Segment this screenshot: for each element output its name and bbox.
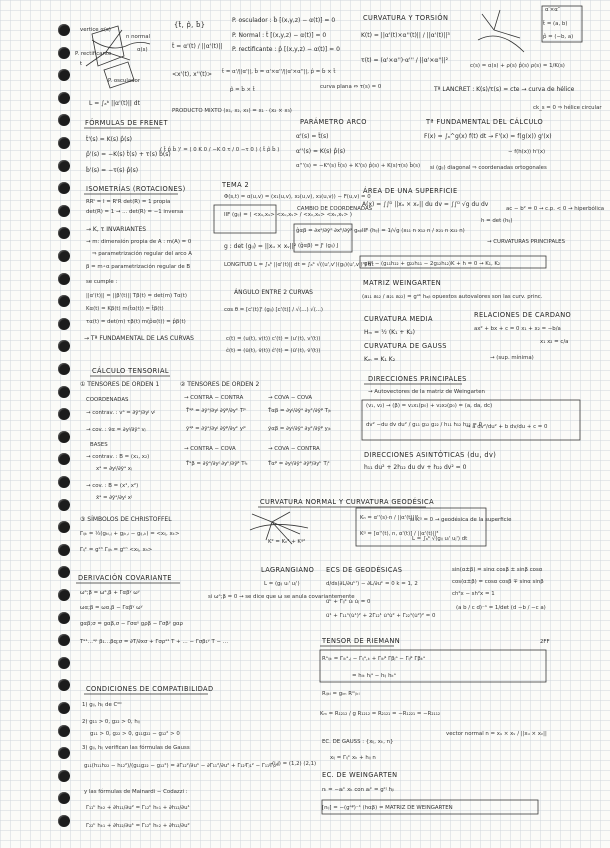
note-f-rect: P. rectificante xyxy=(75,51,112,57)
binder-hole xyxy=(58,386,70,398)
note-cc-3: 2) g₁₁ > 0, g₂₂ > 0, hᵢⱼ xyxy=(82,719,140,725)
binder-hole xyxy=(58,476,70,488)
note-to2-7: ỹαβ = ∂yʲ/∂ȳᵃ ∂yᵏ/∂ȳᵝ yⱼₖ xyxy=(268,426,332,432)
binder-hole xyxy=(58,250,70,262)
note-dp-5: → a dv²/du² + b dv/du + c = 0 xyxy=(466,424,548,430)
note-is-6: ⇒ parametrización regular del arco A xyxy=(92,251,192,257)
note-ar-5: ac − b² = 0 → c.p. < 0 → hiperbólica xyxy=(506,206,605,212)
note-is-4: → K, τ INVARIANTES xyxy=(86,226,147,233)
binder-hole xyxy=(58,725,70,737)
note-tf-1: Tª FUNDAMENTAL DEL CÁLCULO xyxy=(426,118,544,126)
note-tr-8: EC. DE GAUSS : {xᵢⱼ, xₖ, n} xyxy=(322,739,394,745)
note-eg-1: ECS DE GEODÉSICAS xyxy=(326,566,403,574)
note-is-8: se cumple : xyxy=(86,279,118,285)
note-eg-2: d/ds(∂L/∂uᵏ') − ∂L/∂uᵏ = 0 k = 1, 2 xyxy=(326,581,418,587)
note-fr-1: FÓRMULAS DE FRENET xyxy=(85,119,168,127)
note-tm2-5: LONGITUD L = ∫ₐᵇ ||α'(t)|| dt = ∫ₐᵇ √((u',v')(gᵢⱼ)(u',v')ᵗ) dt xyxy=(224,262,374,268)
note-ar-6: → CURVATURAS PRINCIPALES xyxy=(487,239,565,245)
note-tr-7: vector normal n = xᵤ × xᵥ / ||xᵤ × xᵥ|| xyxy=(446,731,547,737)
note-tf-2: F(x) = ∫ₐ^g(x) f(t) dt → F'(x) = f(g(x)) g'(x) xyxy=(424,133,552,140)
note-is-3: det(R) = 1 → ... det(R) = −1 inversa xyxy=(86,209,184,215)
note-cg-4: Kᵍ = [α''(t), n, α'(t)] / ||α'(t)||³ xyxy=(360,531,439,537)
note-tm2-2: Φ(s,t) = α(u,v) = (x₁(u,v), x₂(u,v), x₃(u,v)) − F(u,v) = 0 xyxy=(224,194,371,200)
note-dc-1: DERIVACIÓN COVARIANTE xyxy=(78,574,172,582)
note-lg-1: LAGRANGIANO xyxy=(261,566,315,574)
binder-hole xyxy=(58,137,70,149)
note-ct2-2: ① TENSORES DE ORDEN 1 xyxy=(80,381,160,388)
note-tg-3: ch²x − sh²x = 1 xyxy=(452,591,495,597)
note-cc-4: g₁₁ > 0, g₂₂ > 0, g₁₁g₂₂ − g₁₂² > 0 xyxy=(90,731,180,737)
binder-hole xyxy=(58,273,70,285)
note-cg-2: Kₙ = α''(s)·n / ||α'(t)||² xyxy=(360,515,419,521)
frame-sketch-top-right xyxy=(478,6,582,52)
note-eg-4: ü¹ + Γ₁₁¹(u̇¹)² + 2Γ₁₂¹ u̇¹u̇² + Γ₂₂¹(u̇²)² = 0 xyxy=(326,613,436,619)
note-tnb-b: t̂ = α'(t) / ||α'(t)|| xyxy=(172,43,223,50)
note-cm-6: ax² + bx + c = 0 x₁ + x₂ = −b/a xyxy=(474,326,561,332)
note-dp-4: dv² −du dv du² / g₁₁ g₁₂ g₂₂ / h₁₁ h₁₂ h₂₂ = 0 xyxy=(366,422,483,428)
note-pl-2: P. Normal : t̂ [(x,y,z) − α(t)] = 0 xyxy=(232,32,327,39)
note-pa-1: PARÁMETRO ARCO xyxy=(300,118,367,126)
note-cc-5: 3) gᵢⱼ, hᵢⱼ verifican las fórmulas de Gauss xyxy=(82,745,190,751)
note-to2-1: ② TENSORES DE ORDEN 2 xyxy=(180,381,260,388)
note-ar-3: IIF (hᵢⱼ) = 1/√g (x₁₁ n x₁₂ n / x₂₁ n x₂₂ n) xyxy=(362,228,465,234)
note-dp-3: (v₁, v₂) → (β) = v₁x₁(p₀) + v₂x₂(p₀) = (a, da, dc) xyxy=(366,403,493,409)
note-cc-8: y las fórmulas de Mainardi − Codazzi : xyxy=(84,789,188,795)
note-pl-3: P. rectificante : p̂ [(x,y,z) − α(t)] = 0 xyxy=(232,46,340,53)
note-is-7: β = m∘α parametrización regular de B xyxy=(86,264,191,270)
note-lg-2: L = (gᵢⱼ uᵢ' uⱼ') xyxy=(264,581,300,587)
note-is-1: ISOMETRÍAS (ROTACIONES) xyxy=(86,185,186,193)
binder-hole xyxy=(58,657,70,669)
binder-hole xyxy=(58,589,70,601)
note-tm2-7: ĝαβ = ∂xᵃ/∂ȳᵅ ∂xᵇ/∂ȳᵝ gₐᵦ xyxy=(296,228,362,234)
note-tf-3: − f(h(x)) h'(x) xyxy=(508,149,546,155)
note-pa-4: α'''(s) = −K²(s) t̂(s) + K'(s) p̂(s) + K(s)τ(s) b̂(s) xyxy=(296,163,421,169)
note-tnb-d: t̂ = α'/||α'||, b̂ = α'×α''/||α'×α''||, p̂ = b̂ × t̂ xyxy=(222,69,336,75)
note-cg-6: K² = Kₙ² + Kᵍ² xyxy=(268,539,306,545)
note-cg-5: L = ∫ₐᵇ √(gᵢⱼ uᵢ' uⱼ') dt xyxy=(412,536,468,542)
note-cm-3: CURVATURA DE GAUSS xyxy=(364,342,447,350)
note-dc-6: si ωᵃ;β = 0 → se dice que ω se anula covariantemente xyxy=(208,594,355,600)
binder-hole xyxy=(58,612,70,624)
note-cg-1: CURVATURA NORMAL Y CURVATURA GEODÉSICA xyxy=(260,498,434,506)
binder-hole xyxy=(58,47,70,59)
binder-hole xyxy=(58,205,70,217)
note-tr-3: = hᵢₖ hⱼᵃ − hᵢⱼ hₖᵃ xyxy=(352,673,396,679)
note-dp-7: h₁₁ du² + 2h₁₂ du dv + h₂₂ dv² = 0 xyxy=(364,464,467,471)
note-fr-2: t̂'(s) = K(s) p̂(s) xyxy=(86,136,132,143)
note-tf-4: si (gᵢⱼ) diagonal ⇒ coordenadas ortogonales xyxy=(430,165,547,171)
note-cc-1: CONDICIONES DE COMPATIBILIDAD xyxy=(86,685,214,693)
note-tm-1: PRODUCTO MIXTO (x₁, x₂, x₃) = x₁ · (x₂ × x₃) xyxy=(172,108,292,114)
note-pa-3: α''(s) = K(s) p̂(s) xyxy=(296,148,346,155)
note-cm-7: x₁ x₂ = c/a xyxy=(540,339,569,345)
note-tr-2: Rᵃᵢⱼₖ = Γᵢₖᵃ,ⱼ − Γᵢⱼᵃ,ₖ + Γᵢₖᵝ Γβⱼᵃ − Γᵢⱼᵝ Γβₖᵃ xyxy=(322,656,426,662)
note-ct-5: curva plana ⇔ τ(s) = 0 xyxy=(320,84,382,90)
note-is-10: Kα(t) = Kβ(t) m(t̂α(t)) = t̂β(t) xyxy=(86,306,164,312)
note-ct2-5: → cov. : v̄α = ∂yʲ/∂ȳᵃ vⱼ xyxy=(86,427,146,433)
note-dp-2: → Autovectores de la matriz de Weingarten xyxy=(368,389,485,395)
note-ar-4: h = det (hᵢⱼ) xyxy=(481,218,513,224)
note-an-4: ĉ(t) = (ũ(t), ṽ(t)) ĉ'(t) = (ũ'(t), ṽ'(t)) xyxy=(226,348,321,354)
note-cc-7: (i,j) = (1,2) (2,1) xyxy=(272,761,317,767)
note-to2-11: T̄αᵝ = ∂yʲ/∂ȳᵃ ∂ȳᵝ/∂yᵏ Tⱼᵏ xyxy=(268,461,330,467)
note-is-12: → Tª FUNDAMENTAL DE LAS CURVAS xyxy=(84,335,194,342)
note-ar-2: A(x) = ∫∫ᴰ ||xᵤ × xᵥ|| du dv = ∫∫ᴰ √g du dv xyxy=(362,201,489,208)
note-to2-5: T̄αβ = ∂yʲ/∂ȳᵃ ∂yᵏ/∂ȳᵝ Tⱼₖ xyxy=(268,408,332,414)
note-tm2-8: (ĝαβ) = Jᵗ (gᵢⱼ) J xyxy=(298,243,339,249)
note-cm-4: Kₘ = K₁ K₂ xyxy=(364,356,396,363)
binder-hole xyxy=(58,24,70,36)
note-to2-2: → CONTRA − CONTRA xyxy=(184,395,244,401)
note-f-normal: n normal xyxy=(126,34,151,40)
note-tg-4: (a b / c d)⁻¹ = 1/det (d −b / −c a) xyxy=(456,605,546,611)
note-mw-1: MATRIZ WEINGARTEN xyxy=(363,279,442,287)
note-ct-1: CURVATURA Y TORSIÓN xyxy=(363,14,449,22)
note-ct2-8: xᵃ = ∂yʲ/∂ȳᵃ xⱼ xyxy=(96,466,132,472)
note-cm-5: RELACIONES DE CARDANO xyxy=(474,311,572,319)
note-cm-8: → (sup. mínima) xyxy=(490,355,534,361)
note-tnb-e: p̂ = b̂ × t̂ xyxy=(230,87,255,93)
note-to2-4: → COVA − COVA xyxy=(268,395,313,401)
note-tr-12: [nᵢⱼ] = −(gᵃᵝ)⁻¹ (hαβ) = MATRIZ DE WEINGARTEN xyxy=(322,805,453,811)
note-tr-5: Rᵢⱼₖₗ = gᵢₘ Rᵐⱼₖₗ xyxy=(322,691,360,697)
note-dc-3: ωα;β = ωα,β − Γαβᵞ ωᵞ xyxy=(80,605,143,611)
note-tm2-1: TEMA 2 xyxy=(222,181,250,189)
binder-hole xyxy=(58,702,70,714)
note-ch-1: ③ SÍMBOLOS DE CHRISTOFFEL xyxy=(80,516,172,523)
note-fr-4: b̂'(s) = −τ(s) p̂(s) xyxy=(86,167,139,174)
binder-hole xyxy=(58,815,70,827)
note-ct2-6: BASES xyxy=(90,442,108,448)
note-an-3: c(t) = (u(t), v(t)) c'(t) = (u'(t), v'(t)) xyxy=(226,336,321,342)
note-dp-6: DIRECCIONES ASINTÓTICAS (du, dv) xyxy=(364,451,497,459)
note-mw-2: (a₁₁ a₁₂ / a₂₁ a₂₂) = gᵃᵇ hₐᵦ opuestos autovalores son las curv. princ. xyxy=(362,294,543,300)
binder-hole xyxy=(58,318,70,330)
note-ct2-1: CÁLCULO TENSORIAL xyxy=(92,367,169,375)
note-to2-10: → COVA − CONTRA xyxy=(268,446,320,452)
binder-hole xyxy=(58,363,70,375)
note-ct-3: τ(t) = (α'×α'')·α''' / ||α'×α''||² xyxy=(361,57,449,64)
note-tr-6: Kₘ = R₁₂₁₂ / g R₁₂₁₂ = R₂₁₂₁ = −R₁₂₂₁ = −R₂₁₁₂ xyxy=(320,711,441,717)
binder-hole xyxy=(58,770,70,782)
note-ct2-4: → contrav. : vᵃ = ∂ȳᵃ/∂yʲ vʲ xyxy=(86,410,156,416)
note-f-t: t xyxy=(80,61,83,67)
note-cg-3: si Kᵍ = 0 → geodésica de la superficie xyxy=(410,517,512,523)
binder-hole xyxy=(58,160,70,172)
note-cc-2: 1) gᵢⱼ, hᵢⱼ de C⁰⁰ xyxy=(82,702,122,708)
note-ch-2: Γᵢⱼₖ = ½(gₖᵢ,ⱼ + gⱼₖ,ᵢ − gᵢⱼ,ₖ) = <xᵢⱼ, xₖ> xyxy=(80,531,180,537)
note-fr-m: ( t̂ p̂ b̂ )' = ( 0 K 0 / −K 0 τ / 0 −τ 0 ) ( t̂ p̂ b̂ ) xyxy=(160,147,280,153)
note-bx-3: p̂ = (−b, a) xyxy=(543,34,574,40)
note-cc-6: g₁₁(h₁₁h₂₂ − h₁₂²)/(g₁₁g₂₂ − g₁₂²) = ∂Γ₁₂²/∂u¹ − ∂Γ₁₁²/∂u² + Γ₁₂ʲΓⱼ₁² − Γ₁₁ʲΓⱼ₂² xyxy=(84,763,279,769)
note-ch-3: Γᵢⱼᵏ = gᵏʰ Γᵢⱼₕ = gᵏʰ <xᵢⱼ, xₕ> xyxy=(80,547,153,553)
note-ct2-3: COORDENADAS xyxy=(86,397,129,403)
note-dc-5: Tᵃ¹…ᵃᵖ β₁…βq;σ = ∂T/∂xσ + Γσρᵃ¹ T + … − Γσβ₁ᵞ T − … xyxy=(80,639,229,645)
note-dc-4: gαβ;σ = gαβ,σ − Γσαᵞ gρβ − Γσβᵞ gαρ xyxy=(80,621,183,627)
note-ct2-9: → cov. : B = (x¹, x²) xyxy=(86,483,139,489)
note-tr-9: xᵢⱼ = Γᵢⱼᵏ xₖ + hᵢⱼ n xyxy=(330,755,376,761)
note-tg-1: sin(α±β) = sinα cosβ ± sinβ cosα xyxy=(452,567,543,573)
note-tr-11: nᵢ = −aᵢᵏ xₖ con aᵢᵏ = gᵏʲ hⱼᵢ xyxy=(322,787,394,793)
note-pa-2: α'(s) = t̂(s) xyxy=(296,133,329,140)
note-to2-9: T̄ᵃβ = ∂ȳᵃ/∂yʲ ∂yᵏ/∂ȳᵝ Tʲₖ xyxy=(186,461,248,467)
note-ct-4: c(s) = α(s) + ρ(s) p̂(s) ρ(s) = 1/K(s) xyxy=(470,63,565,69)
note-pl-1: P. osculador : b̂ [(x,y,z) − α(t)] = 0 xyxy=(232,17,336,24)
note-tr-1: TENSOR DE RIEMANN xyxy=(322,637,401,645)
note-to2-8: → CONTRA − COVA xyxy=(184,446,236,452)
note-tnb-c: <x'(t), x''(t)> xyxy=(172,71,212,78)
note-tm2-3: IIF (gᵢⱼ) = ( <xᵤ,xᵤ> <xᵤ,xᵥ> / <xᵥ,xᵤ> <xᵥ,xᵥ> ) xyxy=(224,212,353,218)
note-ct-7: ck_s = 0 ⇒ hélice circular xyxy=(533,105,602,111)
note-tnb-a: {t̂, p̂, b̂} xyxy=(174,21,206,29)
note-cc-9: Γ₁₁ᵏ hₖ₂ + ∂h₁₁/∂u² = Γ₁₂ᵏ hₖ₁ + ∂h₁₂/∂u¹ xyxy=(86,805,190,811)
note-f-bs: α(s) xyxy=(137,47,148,53)
note-is-5: → m: dimensión propia de A : m(A) = 0 xyxy=(86,239,192,245)
note-to2-3: T̄ᵃᵝ = ∂ȳᵃ/∂yʲ ∂ȳᵝ/∂yᵏ Tʲᵏ xyxy=(186,408,247,414)
note-f-osc: P. osculador xyxy=(108,78,141,84)
note-tm2-4: g : det (gᵢⱼ) = ||xᵤ × xᵥ||² xyxy=(224,243,297,250)
note-is-11: τα(t) = det(m) τβ(t) m(p̂α(t)) = p̂β(t) xyxy=(86,319,186,325)
binder-hole xyxy=(58,544,70,556)
note-tg-2: cos(α±β) = cosα cosβ ∓ sinα sinβ xyxy=(452,579,544,585)
note-bx-1: α′×α″ xyxy=(545,7,560,13)
note-ar-1: ÁREA DE UNA SUPERFICIE xyxy=(363,187,458,195)
note-cm-1: CURVATURA MEDIA xyxy=(364,315,433,323)
note-ct2-10: x̄ᵃ = ∂ȳᵃ/∂yʲ xʲ xyxy=(96,495,132,501)
note-ct-6: Tª LANCRET : K(s)/τ(s) = cte → curva de hélice xyxy=(434,86,575,93)
binder-hole xyxy=(58,92,70,104)
binder-hole xyxy=(58,431,70,443)
note-an-1: ÁNGULO ENTRE 2 CURVAS xyxy=(234,289,313,296)
note-cc-10: Γ₂₂ᵏ hₖ₁ + ∂h₂₂/∂u¹ = Γ₁₂ᵏ hₖ₂ + ∂h₁₂/∂u² xyxy=(86,823,190,829)
note-cm-2: Hₘ = ½ (K₁ + K₂) xyxy=(364,329,416,336)
note-f-vertex: vertice α(s) xyxy=(80,27,111,33)
note-ct2-7: → contrav. : B = (x₁, x₂) xyxy=(86,454,150,460)
note-is-2: RRᵗ = I = RᵗR det(R) = 1 propia xyxy=(86,199,171,205)
note-ar-7: gK² − (g₁₁h₂₂ + g₂₂h₁₁ − 2g₁₂h₁₂)K + h = 0 → K₁, K₂ xyxy=(364,261,501,267)
note-bx-2: t̂ = (a, b) xyxy=(543,21,568,27)
note-fr-3: p̂'(s) = −K(s) t̂(s) + τ(s) b̂(s) xyxy=(86,151,171,158)
note-tr-4: 2FF xyxy=(540,639,550,645)
note-tm2-6: CAMBIO DE COORDENADAS xyxy=(297,206,373,212)
note-ct-2: K(t) = ||α'(t)×α''(t)|| / ||α'(t)||³ xyxy=(361,32,450,39)
note-is-9: ||α'(t)|| = ||β'(t)|| Tβ(t) = det(m) Tα(t) xyxy=(86,293,187,299)
note-dc-2: ωᵃ;β = ωᵃ,β + Γαβᵞ ωᵞ xyxy=(80,590,140,596)
binder-hole xyxy=(58,499,70,511)
note-tr-10: EC. DE WEINGARTEN xyxy=(322,771,398,779)
note-dp-1: DIRECCIONES PRINCIPALES xyxy=(368,375,467,383)
note-f-L: L = ∫ₐᵇ ||α'(t)|| dt xyxy=(89,100,140,107)
note-eg-3: üᵏ + Γᵢⱼᵏ u̇ᵢ u̇ⱼ = 0 xyxy=(326,599,371,605)
note-to2-6: ȳᵃᵝ = ∂ȳᵃ/∂yʲ ∂ȳᵝ/∂yᵏ yʲᵏ xyxy=(186,426,247,432)
note-an-2: cos θ = [c'(t)]ᵗ (gᵢⱼ) [c'(t)] / √(...) √(...) xyxy=(224,307,324,313)
